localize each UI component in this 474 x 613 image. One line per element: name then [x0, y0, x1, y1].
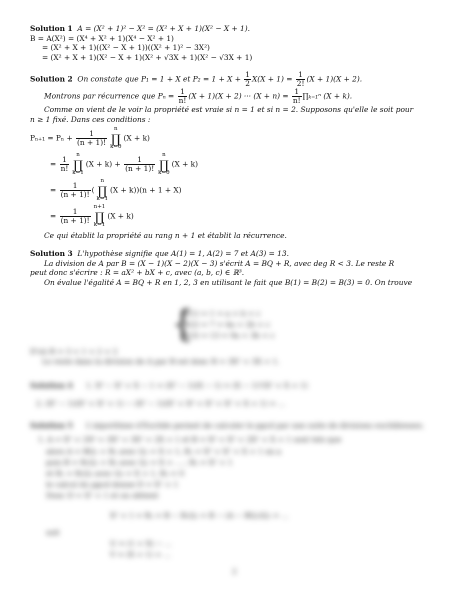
solution-1: [30, 24, 450, 63]
solution-2-p2b: (X + 1)(X + 2) ··· (X + n) =: [188, 91, 291, 101]
fraction: $\frac{1}{(n + 1)!}$: [125, 155, 155, 174]
solution-1-line-4: = (X² + X + 1)(X² − X + 1)(X² + √3X + 1)(X² − √3X + 1): [42, 52, 253, 62]
page-number: 2: [232, 567, 237, 576]
fraction: $\frac{1}{n!}$: [292, 86, 301, 105]
product-symbol: n ∏ k=1: [72, 152, 84, 176]
fraction: $\frac{1}{(n + 1)!}$: [60, 181, 90, 200]
product-symbol: n ∏ k=0: [110, 126, 122, 150]
solution-3-line-2: La division de A par B = (X − 1)(X − 2)(X − 3) s'écrit A = BQ + R, avec deg R < 3. Le reste R: [44, 258, 395, 268]
solution-2-p4: n ≥ 1 fixé. Dans ces conditions :: [30, 114, 151, 124]
solution-2-conclusion: Ce qui établit la propriété au rang n + 1 et établit la récurrence.: [44, 231, 287, 241]
product-symbol: n ∏ k=1: [96, 178, 108, 202]
solution-3-title: Solution 3: [30, 248, 73, 258]
solution-2-p1a: On constate que P₁ = 1 + X et P₂ = 1 + X +: [77, 74, 244, 84]
blurred-region: { R(1) = 1 = a + b + c R(2) = 7 = 4a + 2b + c R(3) = 13 = 9a + 3b + c D'où R = 3 + 1 + 2 + 2 Le reste dans la division de A par B est donc R = 3X² + 3X + 1. Solution 4 1. X⁴ − X³ + X − 1 = (X³ − 1)(X − 1) = (X − 1)²(X² + X + 1) 2. (X⁵ − 1)(X³ + X² + 1) − (X³ − 1)(X⁵ + X⁴ + X³ + X² + X + 1) = ... Solution 5 L'algorithme d'Euclide permet de calculer le pgcd par une suite de divisions euclidiennes. 1. A = X⁵ + 2X⁴ + 3X³ + 3X² + 2X + 1 et B = X⁴ + X³ + 2X² + X + 1 sont tels que alors A = BQ₁ + R₁ avec Q₁ = X + 1, R₁ = X³ + X² + X + 1 on a puis B = R₁Q₂ + R₂ avec Q₂ = X + ... ; R₂ = X² + 1 et R₁ = R₂Q₃ avec Q₃ = X + 1, R₃ = 0 le calcul du pgcd donne D = X² + 1 Donc D = X² + 1 et on obtient X² + 1 = R₂ = B − R₁Q₂ = B − (A − BQ₁)Q₂ = ... soit U = (1 + X) − ... V = (X + 1) + ... 2: [30, 304, 425, 576]
equation-line-3: = $\frac{1}{(n + 1)!}$ ( n ∏ k=1 (X + k))(n + 1 + X): [50, 178, 182, 202]
solution-1-line-3: = (X² + X + 1)((X² − X + 1))((X² + 1)² − 3X²): [42, 43, 210, 53]
equation-line-4: = $\frac{1}{(n + 1)!}$ n+1 ∏ k=1 (X + k): [50, 204, 134, 228]
solution-3-line-3: peut donc s'écrire : R = aX² + bX + c, avec (a, b, c) ∈ ℝ³.: [30, 268, 245, 278]
equation-line-2: = $\frac{1}{n!}$ n ∏ k=1 (X + k) + $\frac{1}{(n + 1)!}$ n ∏ k=0 (X + k): [50, 152, 199, 176]
product-symbol: n ∏ k=0: [158, 152, 170, 176]
solution-1-line-2: B = A(X²) = (X⁴ + X² + 1)(X⁴ − X² + 1): [30, 33, 174, 43]
solution-2-p1c: (X + 1)(X + 2).: [306, 74, 363, 84]
fraction: $\frac{1}{n!}$: [60, 155, 69, 174]
solution-2-p1b: X(X + 1) =: [251, 74, 295, 84]
solution-3-line-1: L'hypothèse signifie que A(1) = 1, A(2) = 7 et A(3) = 13.: [77, 248, 289, 258]
solution-2-p2c: ∏ₖ₌₁ⁿ (X + k).: [302, 91, 353, 101]
solution-1-title: Solution 1: [30, 24, 73, 33]
fraction: $\frac{1}{(n + 1)!}$: [60, 207, 90, 226]
fraction: $\frac{1}{n!}$: [178, 86, 187, 105]
solution-2-p2a: Montrons par récurrence que Pₙ =: [44, 91, 177, 101]
equation-line-1: Pₙ₊₁ = Pₙ + $\frac{1}{(n + 1)!}$ n ∏ k=0 (X + k): [30, 126, 150, 150]
solution-2-p3: Comme on vient de le voir la propriété est vraie si n = 1 et si n = 2. Supposons qu'elle le soit pour: [44, 105, 414, 115]
solution-1-line-1: A = (X² + 1)² − X² = (X² + X + 1)(X² − X + 1).: [77, 24, 250, 33]
fraction: $\frac{1}{2!}$: [296, 69, 305, 88]
document-content: [30, 24, 450, 287]
product-symbol: n+1 ∏ k=1: [93, 204, 106, 228]
fraction: $\frac{1}{(n + 1)!}$: [77, 129, 107, 148]
solution-2: [30, 71, 450, 241]
solution-2-title: Solution 2: [30, 74, 73, 84]
solution-3-line-4: On évalue l'égalité A = BQ + R en 1, 2, 3 en utilisant le fait que B(1) = B(2) = B(3) = 0. On trouve: [44, 277, 413, 287]
solution-3: [30, 249, 450, 288]
equation-system: { R(1) = 1 = a + b + c R(2) = 7 = 4a + 2b + c R(3) = 13 = 9a + 3b + c: [171, 304, 275, 345]
fraction: $\frac{1}{2}$: [245, 69, 250, 88]
